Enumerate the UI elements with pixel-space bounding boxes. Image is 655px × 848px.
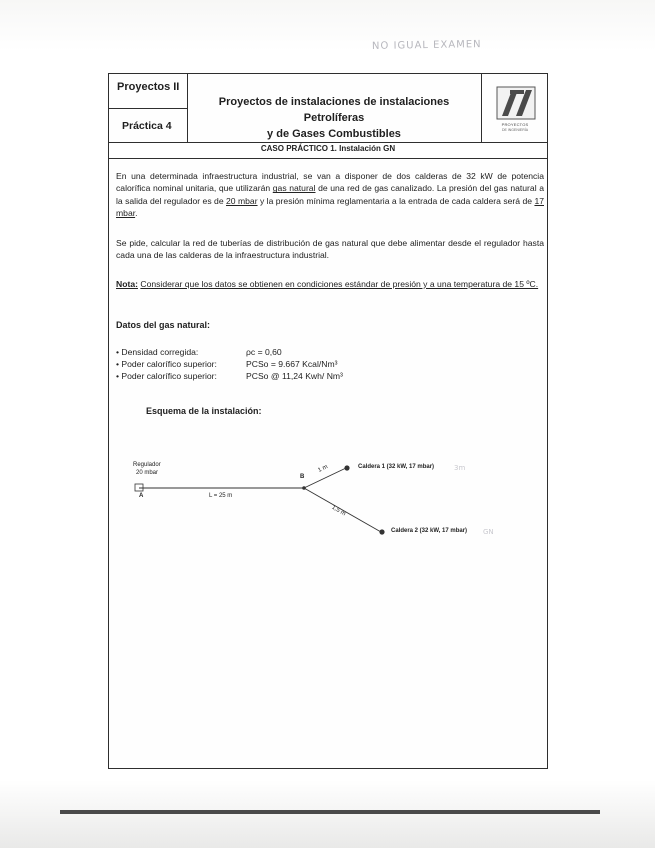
segment-b1-label: 1 m xyxy=(317,464,329,474)
property-label: • Poder calorífico superior: xyxy=(116,371,217,381)
regulator-pressure: 20 mbar xyxy=(136,470,159,476)
header-table xyxy=(109,74,547,143)
project-logo-icon xyxy=(496,86,536,120)
course-cell xyxy=(109,74,187,109)
boiler-2-handwritten: GN xyxy=(483,528,494,536)
boiler-1-icon xyxy=(344,465,349,470)
text-run: . xyxy=(135,207,138,218)
exercise-sheet xyxy=(108,73,548,769)
node-a-label: A xyxy=(139,493,144,499)
header-left-cells xyxy=(109,74,188,142)
boiler-1-label: Caldera 1 (32 kW, 17 mbar) xyxy=(358,464,435,470)
underlined-text: gas natural xyxy=(272,183,316,194)
regulator-icon xyxy=(135,484,143,491)
segment-b2-label: 1,5 m xyxy=(330,504,347,518)
logo-cell xyxy=(481,74,548,142)
schema-title: Esquema de la instalación: xyxy=(146,406,262,416)
boiler-2-icon xyxy=(379,529,384,534)
title-line-1: Proyectos de instalaciones de instalaciones Petrolíferas xyxy=(218,96,450,124)
text-run: de una red de gas canalizado. La presión del gas natural a la salida del regulador es de xyxy=(116,183,544,206)
handwritten-note: NO IGUAL EXAMEN xyxy=(371,39,482,52)
logo-caption: PROYECTOS xyxy=(501,122,529,127)
note-label: Nota: xyxy=(116,279,138,289)
case-title: CASO PRÁCTICO 1. Instalación GN xyxy=(260,144,396,153)
boiler-2-label: Caldera 2 (32 kW, 17 mbar) xyxy=(391,528,468,534)
note-text: Considerar que los datos se obtienen en condiciones estándar de presión y a una temperatura de 15 ºC. xyxy=(140,279,539,289)
segment-ab-label: L = 25 m xyxy=(209,493,233,499)
logo-caption-sub: DE INGENIERÍA xyxy=(501,128,529,132)
title-line-2: y de Gases Combustibles xyxy=(267,128,401,140)
text-run: En una determinada infraestructura industrial, se van a disponer de dos calderas de 32 kW de potencia calorífica nominal unitaria, que utilizarán xyxy=(116,171,544,194)
practice-number: Práctica 4 xyxy=(122,120,172,132)
property-label: • Densidad corregida: xyxy=(116,347,199,357)
task-paragraph: Se pide, calcular la red de tuberías de distribución de gas natural que debe alimentar desde el regulador hasta cada una de las calderas de la infraestructura industrial. xyxy=(116,238,544,261)
divider xyxy=(109,158,547,159)
course-name: Proyectos II xyxy=(117,81,180,93)
gas-data-title: Datos del gas natural: xyxy=(116,320,211,330)
underlined-text: 20 mbar xyxy=(226,195,258,206)
note-paragraph xyxy=(116,278,544,290)
property-value: PCSo @ 11,24 Kwh/ Nm³ xyxy=(246,371,343,381)
statement-paragraph xyxy=(116,170,544,219)
property-value: ρc = 0,60 xyxy=(246,347,282,357)
text-run: y la presión mínima reglamentaria a la entrada de cada caldera será de xyxy=(257,195,535,206)
page-title xyxy=(189,94,479,142)
underlined-text: 17 mbar xyxy=(116,195,544,218)
installation-diagram xyxy=(109,454,547,554)
regulator-label: Regulador xyxy=(133,462,161,468)
node-b-label: B xyxy=(300,474,305,480)
property-value: PCSo = 9.667 Kcal/Nm³ xyxy=(246,359,338,369)
node-b-icon xyxy=(302,486,306,490)
scan-edge xyxy=(60,810,600,814)
property-label: • Poder calorífico superior: xyxy=(116,359,217,369)
boiler-1-handwritten: 3m xyxy=(454,464,466,472)
